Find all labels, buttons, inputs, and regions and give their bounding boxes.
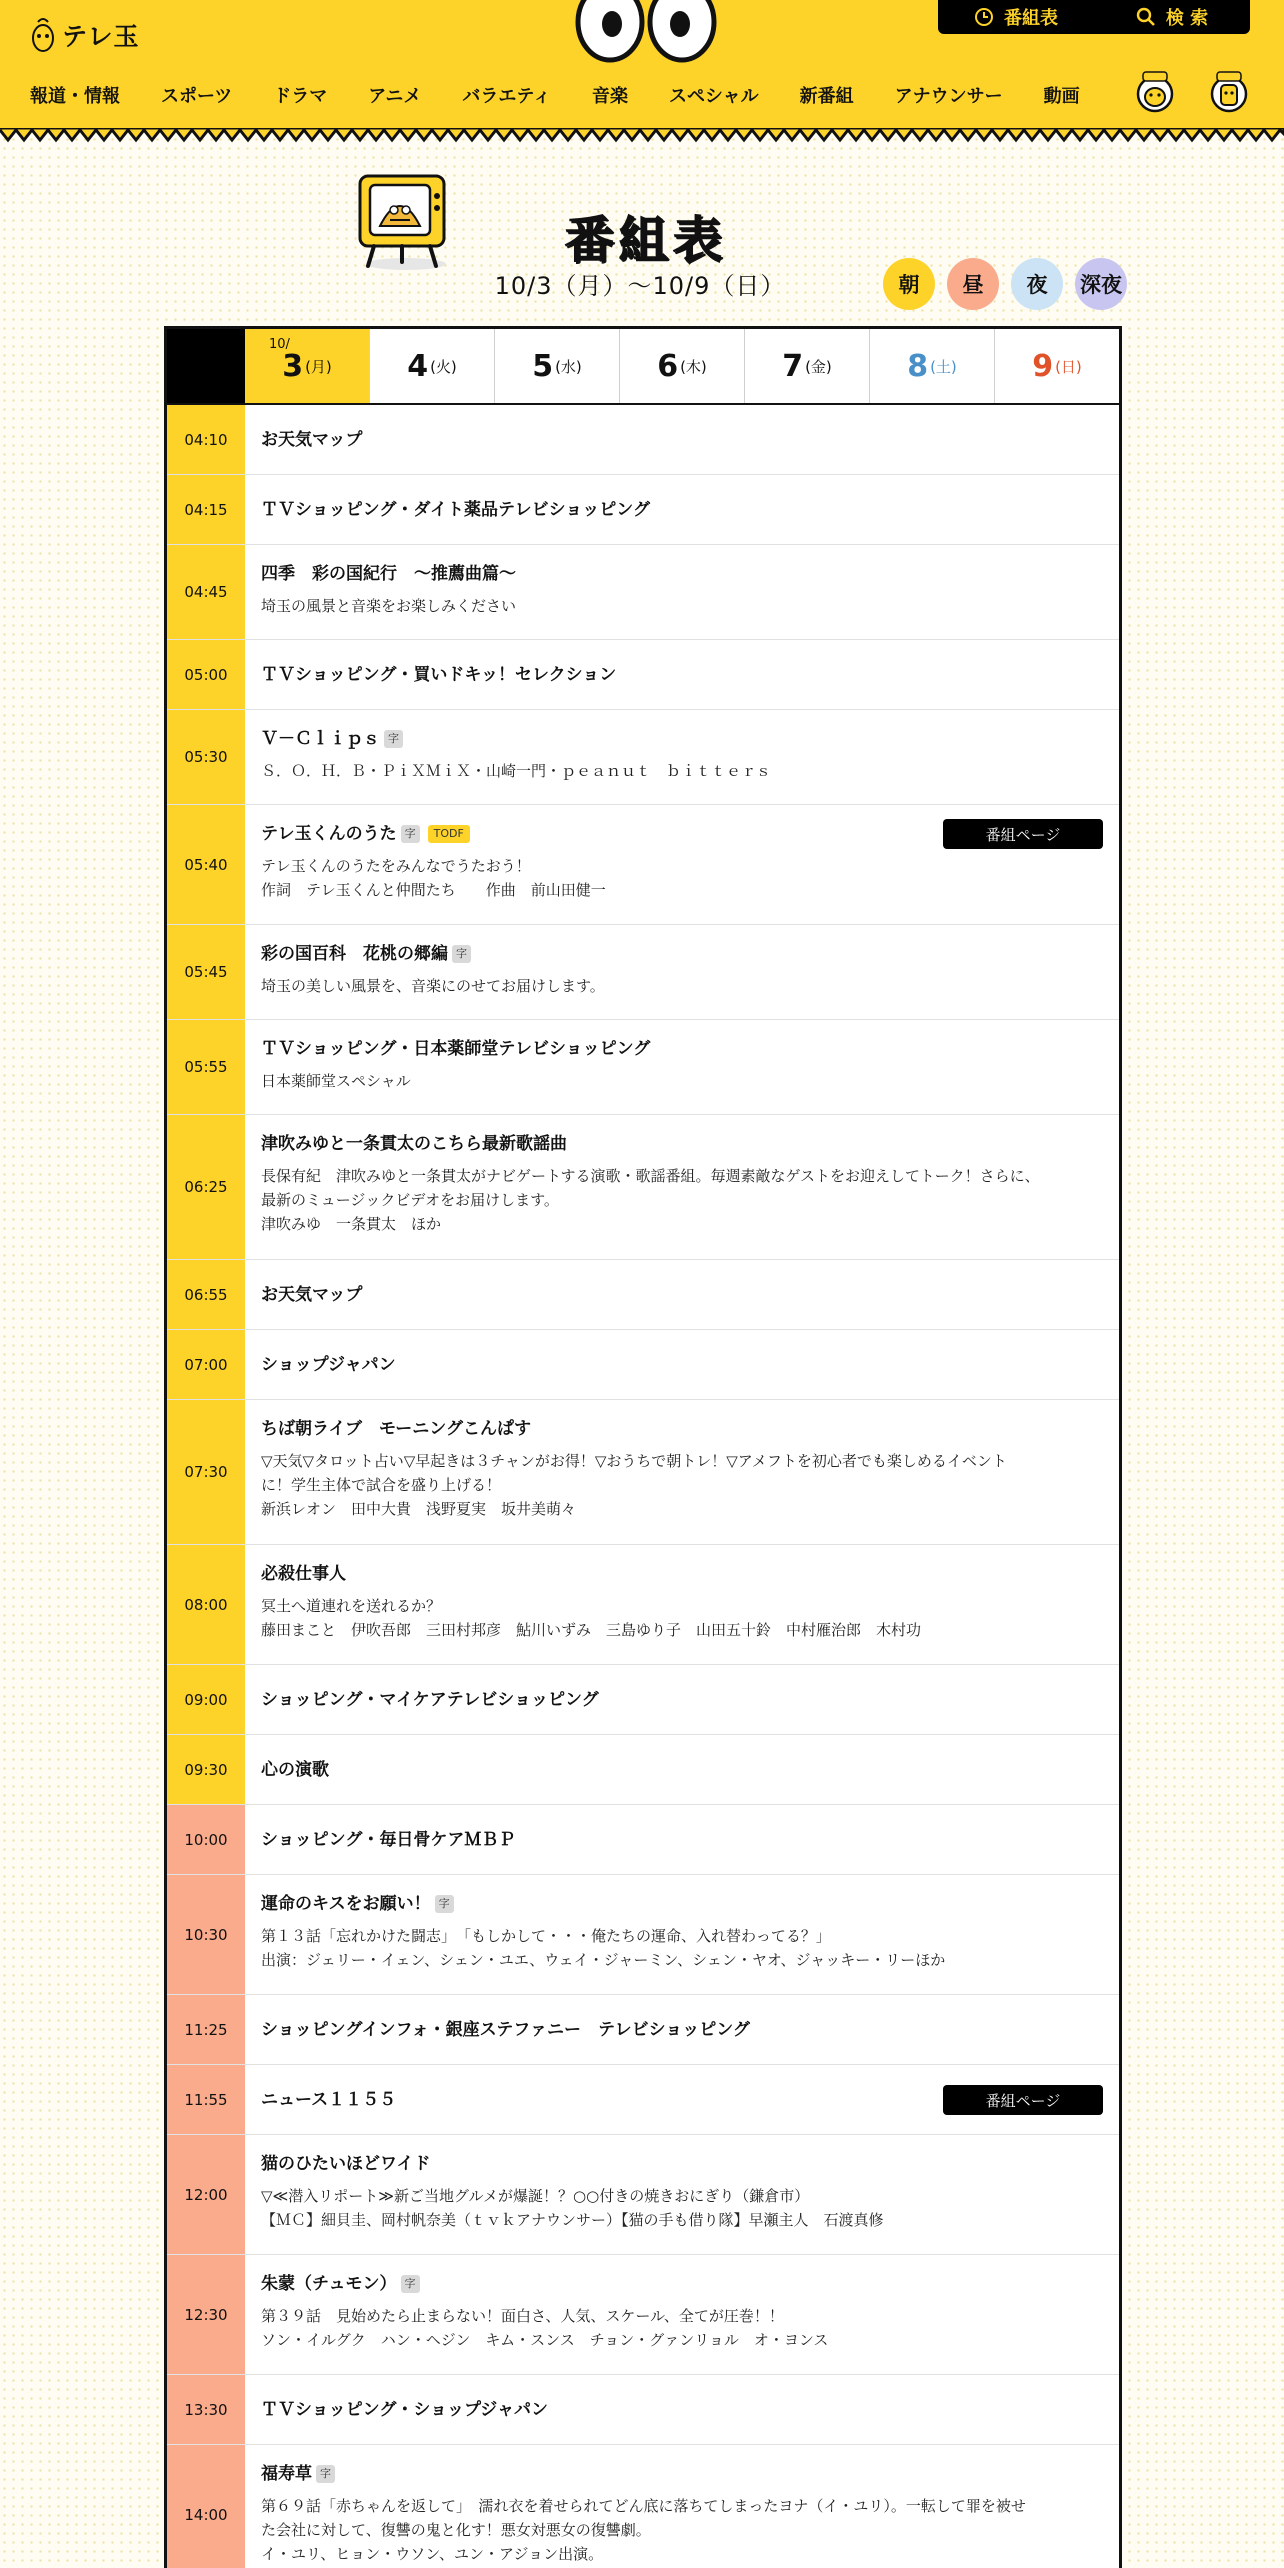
mascot-badge-2-icon[interactable] <box>1209 70 1249 114</box>
day-tab-weekday: (水) <box>555 357 582 376</box>
mascot-eyes-icon <box>570 0 720 64</box>
week-date-range: 10/3（月）〜10/9（日） <box>494 272 786 300</box>
program-title-line <box>261 1759 329 1781</box>
program-time: 06:25 <box>167 1115 245 1259</box>
program-body <box>245 1115 1119 1259</box>
logo-mascot-icon <box>30 16 56 54</box>
program-row[interactable] <box>167 475 1119 545</box>
program-title[interactable]: ＴＶショッピング・ダイト薬品テレビショッピング <box>261 499 650 520</box>
day-tab-4[interactable] <box>369 329 494 403</box>
nav-item-news[interactable]: 報道・情報 <box>30 86 120 107</box>
day-tab-number: 9 <box>1032 348 1054 384</box>
program-title-line <box>261 429 362 451</box>
program-body <box>245 2255 1119 2374</box>
program-time: 05:45 <box>167 925 245 1019</box>
program-title-line <box>261 1284 362 1306</box>
program-row[interactable] <box>167 805 1119 925</box>
program-row[interactable] <box>167 1020 1119 1115</box>
program-body <box>245 640 1119 709</box>
program-time: 05:40 <box>167 805 245 924</box>
program-title[interactable]: 朱蒙（チュモン） <box>261 2274 397 2294</box>
nav-item-sports[interactable]: スポーツ <box>161 86 233 107</box>
program-title-line <box>261 728 1101 750</box>
program-row[interactable] <box>167 640 1119 710</box>
program-title[interactable]: 津吹みゆと一条貫太のこちら最新歌謡曲 <box>261 1134 567 1154</box>
program-time: 13:30 <box>167 2375 245 2444</box>
program-title[interactable]: お天気マップ <box>261 429 363 450</box>
program-title[interactable]: 四季 彩の国紀行 ～推薦曲篇～ <box>261 564 516 584</box>
program-title[interactable]: テレ玉くんのうた <box>261 824 397 844</box>
search-link-label: 検 索 <box>1165 8 1209 29</box>
program-body <box>245 2445 1119 2568</box>
program-title-line <box>261 2153 1101 2175</box>
program-title[interactable]: 猫のひたいほどワイド <box>261 2154 431 2174</box>
nav-item-music[interactable]: 音楽 <box>591 86 628 107</box>
nav-item-anime[interactable]: アニメ <box>368 86 422 107</box>
program-description: テレ玉くんのうたをみんなでうたおう！ 作詞 テレ玉くんと仲間たち 作曲 前山田健一 <box>261 857 606 899</box>
program-body <box>245 2065 1119 2134</box>
program-title[interactable]: お天気マップ <box>261 1284 363 1305</box>
subtitle-badge: 字 <box>401 2275 420 2293</box>
daytime-button[interactable]: 昼 <box>947 258 999 310</box>
day-tab-number: 8 <box>907 348 929 384</box>
program-body <box>245 1995 1119 2064</box>
program-body <box>245 1400 1119 1544</box>
tv-mascot-icon <box>354 168 458 272</box>
program-time: 12:00 <box>167 2135 245 2254</box>
program-title[interactable]: ＴＶショッピング・買いドキッ！セレクション <box>261 664 617 685</box>
program-body <box>245 1260 1119 1329</box>
program-body <box>245 2135 1119 2254</box>
program-title-line <box>261 1418 1101 1440</box>
program-time: 09:00 <box>167 1665 245 1734</box>
program-time: 08:00 <box>167 1545 245 1664</box>
program-description: 埼玉の風景と音楽をお楽しみください <box>261 597 517 615</box>
program-row[interactable] <box>167 1330 1119 1400</box>
program-title[interactable]: ショッピング・マイケアテレビショッピング <box>261 1689 599 1710</box>
program-title-line <box>261 1689 599 1711</box>
program-time: 11:55 <box>167 2065 245 2134</box>
program-row[interactable] <box>167 1805 1119 1875</box>
program-body <box>245 1020 1119 1114</box>
program-title-line <box>261 1829 515 1851</box>
morning-button[interactable]: 朝 <box>883 258 935 310</box>
program-time: 05:00 <box>167 640 245 709</box>
program-body <box>245 1665 1119 1734</box>
day-tab-number: 7 <box>782 348 804 384</box>
day-tab-number: 6 <box>657 348 679 384</box>
day-tab-weekday: (日) <box>1055 357 1082 376</box>
main-nav <box>30 80 1121 110</box>
program-row[interactable] <box>167 1115 1119 1260</box>
program-title[interactable]: ＴＶショッピング・日本薬師堂テレビショッピング <box>261 1039 651 1059</box>
search-icon <box>1136 7 1156 27</box>
site-header <box>0 0 1284 130</box>
todf-badge: TODF <box>428 825 470 843</box>
nav-item-announcer[interactable]: アナウンサー <box>894 86 1003 107</box>
program-body <box>245 1330 1119 1399</box>
program-title-line <box>261 943 1101 965</box>
program-title[interactable]: ちば朝ライブ モーニングこんぱす <box>261 1419 531 1439</box>
program-description: 第６９話「赤ちゃんを返して」 濡れ衣を着せられてどん底に落ちてしまったヨナ（イ・ユリ）。一転して罪を被せ た会社に対して、復讐の鬼と化す！悪女対悪女の復讐劇。 イ・ユリ、ヒョン・ウソン、ユン・アジョン出演。 <box>261 2497 1026 2563</box>
program-title[interactable]: 心の演歌 <box>261 1759 329 1780</box>
subtitle-badge: 字 <box>435 1895 454 1913</box>
late-night-button[interactable]: 深夜 <box>1075 258 1127 310</box>
day-tab-number: 4 <box>407 348 429 384</box>
program-row[interactable] <box>167 2135 1119 2255</box>
day-tab-weekday: (木) <box>680 357 707 376</box>
nav-item-special[interactable]: スペシャル <box>668 86 759 107</box>
program-row[interactable] <box>167 925 1119 1020</box>
nav-item-variety[interactable]: バラエティ <box>462 86 551 107</box>
program-title[interactable]: ショッピングインフォ・銀座ステファニー テレビショッピング <box>261 2019 750 2040</box>
program-body <box>245 405 1119 474</box>
program-body <box>245 2375 1119 2444</box>
program-time: 10:00 <box>167 1805 245 1874</box>
program-description: 冥土へ道連れを送れるか？ 藤田まこと 伊吹吾郎 三田村邦彦 鮎川いずみ 三島ゆり子 山田五十鈴 中村雁治郎 木村功 <box>261 1597 922 1639</box>
subtitle-badge: 字 <box>401 825 420 843</box>
program-title[interactable]: 必殺仕事人 <box>261 1564 346 1584</box>
day-tab-9[interactable] <box>994 329 1119 403</box>
program-time: 10:30 <box>167 1875 245 1994</box>
program-body <box>245 1735 1119 1804</box>
program-row[interactable] <box>167 2255 1119 2375</box>
program-time: 14:00 <box>167 2445 245 2568</box>
program-row[interactable] <box>167 1545 1119 1665</box>
program-row[interactable] <box>167 1735 1119 1805</box>
program-row[interactable] <box>167 1995 1119 2065</box>
day-tab-3[interactable] <box>245 329 369 403</box>
day-tabs <box>167 329 1119 405</box>
top-utility-bar <box>938 0 1250 34</box>
program-time: 07:00 <box>167 1330 245 1399</box>
day-tabs-corner <box>167 329 245 403</box>
program-time: 04:45 <box>167 545 245 639</box>
program-title[interactable]: ＴＶショッピング・ショップジャパン <box>261 2399 548 2420</box>
program-title-line <box>261 563 1101 585</box>
program-description: 長保有紀 津吹みゆと一条貫太がナビゲートする演歌・歌謡番組。毎週素敵なゲストをお迎えしてトーク！さらに、 最新のミュージックビデオをお届けします。 津吹みゆ 一条貫太 ほか <box>261 1167 1040 1233</box>
day-tab-weekday: (土) <box>930 357 957 376</box>
program-title[interactable]: 福寿草 <box>261 2464 312 2484</box>
day-tab-weekday: (火) <box>430 357 457 376</box>
program-body <box>245 1545 1119 1664</box>
nav-item-new-programs[interactable]: 新番組 <box>799 86 854 107</box>
evening-button[interactable]: 夜 <box>1011 258 1063 310</box>
mascot-badge-icon[interactable] <box>1135 70 1175 114</box>
program-title-line <box>261 664 616 686</box>
program-description: 埼玉の美しい風景を、音楽にのせてお届けします。 <box>261 977 605 995</box>
site-logo[interactable] <box>30 16 140 54</box>
program-row[interactable] <box>167 545 1119 640</box>
program-row[interactable] <box>167 2375 1119 2445</box>
header-zigzag-edge <box>0 128 1284 148</box>
schedule-link[interactable] <box>938 0 1094 34</box>
program-title[interactable]: ショッピング・毎日骨ケアＭＢＰ <box>261 1829 516 1850</box>
program-description: 日本薬師堂スペシャル <box>261 1072 411 1090</box>
program-description: ▽≪潜入リポート≫新ご当地グルメが爆誕！？○○付きの焼きおにぎり（鎌倉市） 【ＭＣ】細貝圭、岡村帆奈美（ｔｖｋアナウンサー）【猫の手も借り隊】早瀬主人 石渡真修 <box>261 2187 884 2229</box>
program-time: 11:25 <box>167 1995 245 2064</box>
nav-item-video[interactable]: 動画 <box>1043 86 1080 107</box>
program-title-line <box>261 2019 750 2041</box>
program-row[interactable] <box>167 2445 1119 2568</box>
program-body <box>245 805 1119 924</box>
program-row[interactable] <box>167 1665 1119 1735</box>
nav-item-drama[interactable]: ドラマ <box>273 86 328 107</box>
program-title-line <box>261 1563 1101 1585</box>
schedule-link-label: 番組表 <box>1004 8 1058 29</box>
program-time: 06:55 <box>167 1260 245 1329</box>
subtitle-badge: 字 <box>452 945 471 963</box>
page-title: 番組表 <box>564 211 726 269</box>
program-schedule <box>164 326 1122 2568</box>
day-tab-7[interactable] <box>744 329 869 403</box>
program-time: 05:30 <box>167 710 245 804</box>
program-title-line <box>261 499 650 521</box>
program-title[interactable]: Ｖ－Ｃｌｉｐｓ <box>261 729 380 749</box>
day-tab-8[interactable] <box>869 329 994 403</box>
program-title-line <box>261 2399 548 2421</box>
day-tab-number: 3 <box>282 348 304 384</box>
day-tab-6[interactable] <box>619 329 744 403</box>
day-tab-number: 5 <box>532 348 554 384</box>
program-body <box>245 1805 1119 1874</box>
program-row[interactable] <box>167 405 1119 475</box>
program-description: Ｓ．Ｏ．Ｈ．Ｂ・ＰｉＸＭｉＸ・山崎一門・ｐｅａｎｕｔ ｂｉｔｔｅｒｓ <box>261 762 772 780</box>
program-title-line <box>261 1893 1101 1915</box>
time-of-day-buttons <box>883 258 1127 310</box>
program-page-button[interactable]: 番組ページ <box>943 2085 1103 2115</box>
program-time: 07:30 <box>167 1400 245 1544</box>
program-row[interactable] <box>167 710 1119 805</box>
program-body <box>245 925 1119 1019</box>
program-list <box>167 405 1119 2568</box>
program-description: ▽天気▽タロット占い▽早起きは３チャンがお得！▽おうちで朝トレ！▽アメフトを初心者でも楽しめるイベント に！学生主体で試合を盛り上げる！ 新浜レオン 田中大貴 浅野夏実 坂井美萌々 <box>261 1452 1007 1518</box>
program-title[interactable]: 彩の国百科 花桃の郷編 <box>261 944 448 964</box>
logo-text: テレ玉 <box>62 22 140 51</box>
program-time: 04:10 <box>167 405 245 474</box>
day-tab-weekday: (月) <box>305 357 332 376</box>
program-description: 第３９話 見始めたら止まらない！面白さ、人気、スケール、全てが圧巻！！ ソン・イルグク ハン・ヘジン キム・スンス チョン・グァンリョル オ・ヨンス <box>261 2307 829 2349</box>
program-time: 04:15 <box>167 475 245 544</box>
program-title[interactable]: ショップジャパン <box>261 1354 396 1375</box>
program-body <box>245 545 1119 639</box>
day-tab-month: 10/ <box>269 337 290 352</box>
program-row[interactable] <box>167 2065 1119 2135</box>
program-time: 05:55 <box>167 1020 245 1114</box>
program-title-line <box>261 2089 396 2111</box>
clock-icon <box>974 7 994 27</box>
search-link[interactable] <box>1094 0 1250 34</box>
program-title-line <box>261 2273 1101 2295</box>
program-title-line <box>261 1038 1101 1060</box>
program-row[interactable] <box>167 1400 1119 1545</box>
subtitle-badge: 字 <box>316 2465 335 2483</box>
program-title-line <box>261 1133 1101 1155</box>
program-time: 12:30 <box>167 2255 245 2374</box>
program-body <box>245 475 1119 544</box>
program-time: 09:30 <box>167 1735 245 1804</box>
program-title-line <box>261 2463 1101 2485</box>
day-tab-5[interactable] <box>494 329 619 403</box>
program-body <box>245 710 1119 804</box>
program-description: 第１３話「忘れかけた闘志」 「もしかして・・・俺たちの運命、入れ替わってる？」 出演：ジェリー・イェン、シェン・ユエ、ウェイ・ジャーミン、シェン・ヤオ、ジャッキー・リーほか <box>261 1927 946 1969</box>
day-tab-weekday: (金) <box>805 357 832 376</box>
program-title[interactable]: ニュース１１５５ <box>261 2089 397 2110</box>
program-row[interactable] <box>167 1260 1119 1330</box>
program-title-line <box>261 1354 396 1376</box>
subtitle-badge: 字 <box>384 730 403 748</box>
program-body <box>245 1875 1119 1994</box>
program-page-button[interactable]: 番組ページ <box>943 819 1103 849</box>
program-row[interactable] <box>167 1875 1119 1995</box>
program-title[interactable]: 運命のキスをお願い！ <box>261 1894 431 1914</box>
